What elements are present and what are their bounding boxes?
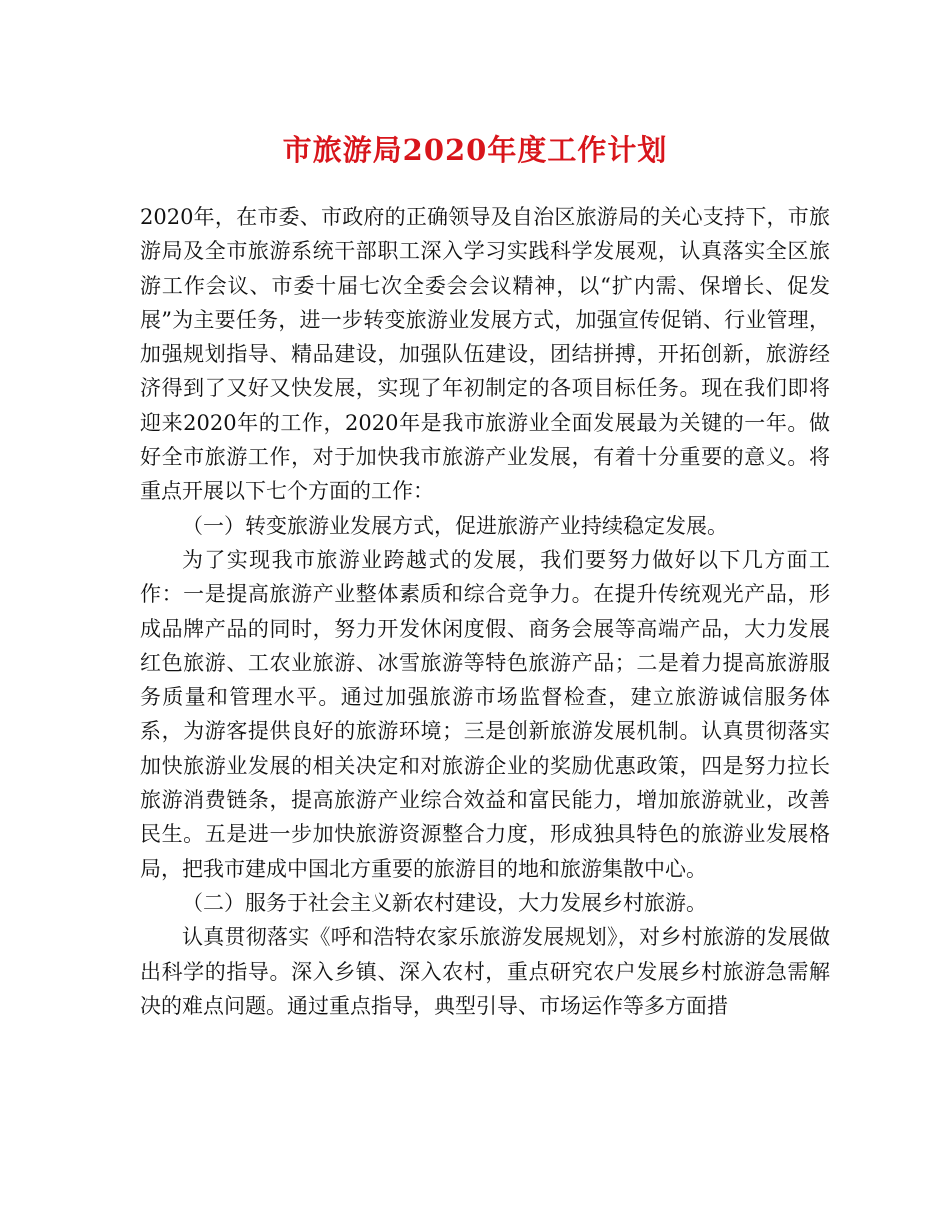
section-paragraph-2: 认真贯彻落实《呼和浩特农家乐旅游发展规划》，对乡村旅游的发展做出科学的指导。深入乡镇、深入农村，重点研究农户发展乡村旅游急需解决的难点问题。通过重点指导，典型引导、市场运作等多方面措 — [140, 925, 830, 1018]
intro-paragraph: 2020年，在市委、市政府的正确领导及自治区旅游局的关心支持下，市旅游局及全市旅游系统干部职工深入学习实践科学发展观，认真落实全区旅游工作会议、市委十届七次全委会会议精神，以“扩内需、保增长、促发展”为主要任务，进一步转变旅游业发展方式，加强宣传促销、行业管理，加强规划指导、精品建设，加强队伍建设，团结拼搏，开拓创新，旅游经济得到了又好又快发展，实现了年初制定的各项目标任务。现在我们即将迎来2020年的工作，2020年是我市旅游业全面发展最为关键的一年。做好全市旅游工作，对于加快我市旅游产业发展，有着十分重要的意义。将重点开展以下七个方面的工作： — [140, 205, 830, 504]
document-body — [140, 200, 830, 1023]
section-heading-1: （一）转变旅游业发展方式，促进旅游产业持续稳定发展。 — [182, 513, 728, 538]
document-title: 市旅游局2020年度工作计划 — [282, 133, 668, 167]
section-paragraph-1: 为了实现我市旅游业跨越式的发展，我们要努力做好以下几方面工作：一是提高旅游产业整体素质和综合竞争力。在提升传统观光产品，形成品牌产品的同时，努力开发休闲度假、商务会展等高端产品，大力发展红色旅游、工农业旅游、冰雪旅游等特色旅游产品；二是着力提高旅游服务质量和管理水平。通过加强旅游市场监督检查，建立旅游诚信服务体系，为游客提供良好的旅游环境；三是创新旅游发展机制。认真贯彻落实加快旅游业发展的相关决定和对旅游企业的奖励优惠政策，四是努力拉长旅游消费链条，提高旅游产业综合效益和富民能力，增加旅游就业，改善民生。五是进一步加快旅游资源整合力度，形成独具特色的旅游业发展格局，把我市建成中国北方重要的旅游目的地和旅游集散中心。 — [140, 547, 830, 881]
section-heading-2: （二）服务于社会主义新农村建设，大力发展乡村旅游。 — [182, 890, 707, 915]
